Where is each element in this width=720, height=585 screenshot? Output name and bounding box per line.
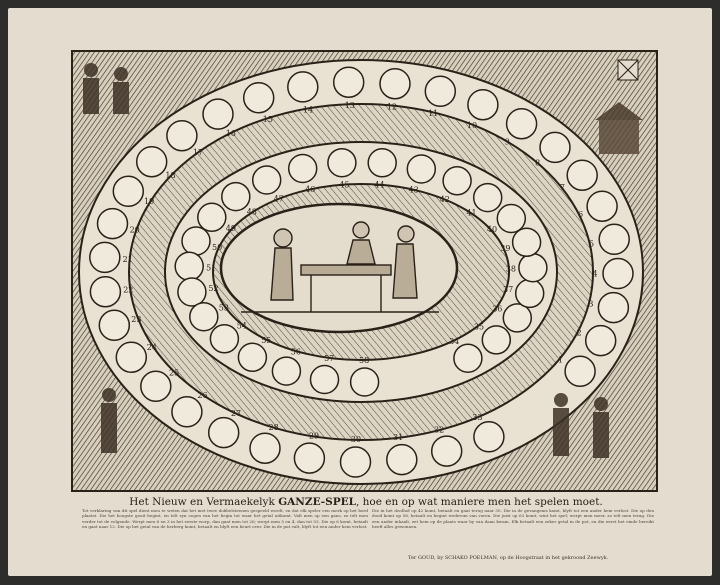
middle-square xyxy=(503,304,531,332)
outer-square-number: 4 xyxy=(592,269,598,279)
outer-square-number: 12 xyxy=(386,102,398,112)
outer-square-number: 21 xyxy=(122,255,133,265)
outer-square-number: 9 xyxy=(504,137,510,147)
middle-square-number: 51 xyxy=(206,263,217,273)
outer-square xyxy=(380,69,410,99)
outer-square xyxy=(425,76,455,106)
paper-sheet xyxy=(8,8,712,576)
middle-square xyxy=(253,166,281,194)
outer-square-number: 22 xyxy=(123,285,134,295)
outer-square xyxy=(598,293,628,323)
outer-square xyxy=(341,447,371,477)
middle-square-number: 47 xyxy=(273,194,284,204)
middle-square-number: 40 xyxy=(486,225,498,235)
middle-square-number: 34 xyxy=(449,336,460,346)
outer-square xyxy=(99,310,129,340)
middle-square xyxy=(351,368,379,396)
outer-square xyxy=(474,422,504,452)
middle-square-number: 35 xyxy=(473,322,485,332)
outer-square xyxy=(565,356,595,386)
middle-square-number: 48 xyxy=(246,207,257,217)
middle-square xyxy=(328,149,356,177)
outer-square xyxy=(540,132,570,162)
outer-square-number: 13 xyxy=(344,101,355,111)
rules-text-right: Die in het doolhof op 42 komt, betaalt en gaat terug naar 30. Die in de gevangenis komt, blyft tot een ander hem verlost. Die op den dood komt op 58, betaalt en begint wederom van voren. Die juist op 63 komt, wint het spel; werpt men meer, zo telt men terug. Die een ander inhaalt, zet hem op de plaats waar hy van daan kwam. Elk betaalt een zeker getal in de pot, en die eerst het einde bereikt heeft alles gewonnen. xyxy=(372,508,654,530)
middle-square-number: 54 xyxy=(236,321,247,331)
outer-square-number: 31 xyxy=(393,432,404,442)
outer-square xyxy=(567,160,597,190)
outer-square xyxy=(586,326,616,356)
middle-square-number: 53 xyxy=(218,303,229,313)
title-tail: , hoe en op wat maniere men het spelen moet. xyxy=(355,496,603,508)
middle-square-number: 50 xyxy=(212,243,223,253)
outer-square xyxy=(98,209,128,239)
outer-square xyxy=(587,191,617,221)
middle-square xyxy=(443,167,471,195)
middle-square xyxy=(210,325,238,353)
outer-square xyxy=(334,67,364,97)
middle-square-number: 43 xyxy=(408,185,419,195)
title-game-name: GANZE-SPEL xyxy=(278,496,356,508)
middle-square-number: 38 xyxy=(505,264,516,274)
middle-square xyxy=(497,205,525,233)
title-lead: Het Nieuw en Vermaekelyk xyxy=(129,496,275,508)
outer-square-number: 17 xyxy=(192,148,204,158)
rules-text-left: Tot verklaring van dit spel dient men te weten dat het met twee dobbelsteenen gespeeld wordt, en dat elk speler een merk op het bord plaatst. Die het hoogste gooit begint, en telt zyn oogen van het begin tot waar het getal uitkomt. Valt men op een gans, zo telt men verder tot de volgende. Werpt men 6 en 3 in het eerste worp, dan gaat men tot 26; werpt men 5 en 4, dan tot 53. Die op 6 komt, betaalt en gaat naar 12. Die op het getal van de herberg komt, betaalt en blyft een beurt over. Die in de put valt, blyft tot een ander hem verlost. xyxy=(82,508,368,530)
middle-square xyxy=(407,155,435,183)
outer-square xyxy=(90,242,120,272)
middle-square xyxy=(513,228,541,256)
outer-square xyxy=(599,224,629,254)
middle-square xyxy=(182,227,210,255)
outer-square-number: 18 xyxy=(165,171,176,181)
middle-square-number: 56 xyxy=(290,347,301,357)
outer-square-number: 28 xyxy=(268,422,279,432)
outer-square xyxy=(209,418,239,448)
outer-square-number: 19 xyxy=(144,197,155,207)
outer-square-number: 25 xyxy=(169,368,180,378)
outer-square-number: 11 xyxy=(428,109,439,119)
middle-square-number: 39 xyxy=(500,244,511,254)
middle-square xyxy=(482,326,510,354)
middle-square xyxy=(222,183,250,211)
outer-square xyxy=(116,342,146,372)
middle-square xyxy=(311,366,339,394)
outer-square-number: 27 xyxy=(230,409,242,419)
outer-square-number: 24 xyxy=(146,342,157,352)
outer-square xyxy=(250,433,280,463)
outer-square xyxy=(244,83,274,113)
outer-square xyxy=(172,397,202,427)
middle-square-number: 49 xyxy=(225,224,236,234)
outer-square-number: 1 xyxy=(557,355,564,365)
outer-square-number: 33 xyxy=(472,412,483,422)
outer-square xyxy=(113,176,143,206)
outer-square-number: 29 xyxy=(308,431,320,441)
middle-square-number: 58 xyxy=(359,356,370,365)
outer-square xyxy=(387,445,417,475)
middle-square-number: 42 xyxy=(439,195,450,204)
game-board xyxy=(71,50,658,492)
game-title xyxy=(76,496,656,508)
outer-square xyxy=(288,72,318,102)
middle-square-number: 52 xyxy=(208,284,219,293)
outer-square-number: 14 xyxy=(302,105,314,115)
middle-square xyxy=(519,254,547,282)
outer-square-number: 10 xyxy=(466,121,478,130)
middle-square xyxy=(175,252,203,280)
middle-square-number: 41 xyxy=(466,208,477,218)
middle-square-number: 46 xyxy=(305,185,316,195)
middle-square-number: 57 xyxy=(324,354,335,363)
middle-square-number: 37 xyxy=(503,285,514,295)
middle-square xyxy=(190,303,218,331)
outer-square xyxy=(141,371,171,401)
outer-square-number: 3 xyxy=(588,299,594,309)
outer-square xyxy=(90,277,120,307)
middle-square xyxy=(516,279,544,307)
middle-square-number: 55 xyxy=(261,336,272,346)
outer-square-number: 5 xyxy=(588,239,595,249)
outer-square xyxy=(432,436,462,466)
outer-square xyxy=(203,99,233,129)
outer-square-number: 16 xyxy=(225,129,236,139)
outer-square-number: 20 xyxy=(129,225,140,235)
middle-square xyxy=(368,149,396,177)
middle-square xyxy=(474,184,502,212)
middle-square-number: 45 xyxy=(339,180,350,190)
outer-square-number: 15 xyxy=(262,114,273,124)
middle-square xyxy=(454,344,482,372)
middle-square xyxy=(178,278,206,306)
outer-square xyxy=(137,147,167,177)
outer-square-number: 23 xyxy=(131,314,142,324)
outer-square xyxy=(603,259,633,289)
outer-square-number: 7 xyxy=(559,183,565,192)
outer-square xyxy=(468,90,498,120)
outer-square xyxy=(167,121,197,151)
outer-square-number: 8 xyxy=(535,158,541,168)
printer-imprint: Ter GOUD, by SCHAKO POELMAN, op de Hoogstraat in het gekroond Zeewyk. xyxy=(408,555,609,561)
outer-square-number: 26 xyxy=(197,390,208,400)
middle-square xyxy=(238,343,266,371)
middle-square xyxy=(272,357,300,385)
middle-square xyxy=(289,155,317,183)
middle-square-number: 36 xyxy=(492,304,503,314)
outer-square-number: 32 xyxy=(434,425,445,435)
outer-square-number: 30 xyxy=(350,435,362,444)
middle-square xyxy=(198,203,226,231)
woodcut-print xyxy=(71,50,658,492)
outer-square xyxy=(294,443,324,473)
middle-square-number: 44 xyxy=(374,180,385,190)
outer-square xyxy=(507,109,537,139)
outer-square-number: 2 xyxy=(576,328,582,338)
outer-square-number: 6 xyxy=(577,210,584,220)
